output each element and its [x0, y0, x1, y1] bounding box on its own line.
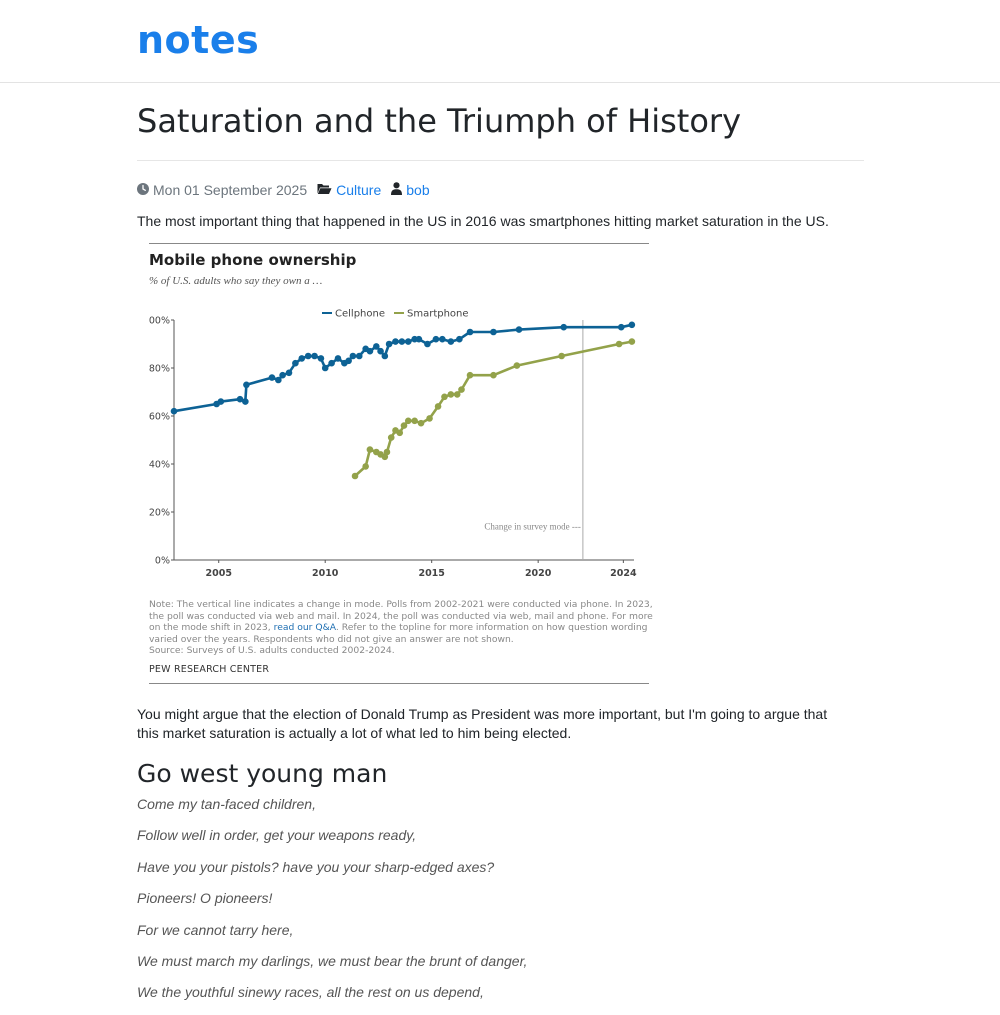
y-tick-label: 00% — [149, 315, 170, 327]
data-point-cellphone — [328, 360, 335, 367]
chart-subtitle: % of U.S. adults who say they own a … — [149, 275, 323, 287]
data-point-cellphone — [629, 322, 636, 329]
series-line-smartphone — [355, 342, 632, 476]
data-point-smartphone — [448, 391, 455, 398]
data-point-cellphone — [367, 348, 374, 355]
post-content — [137, 84, 864, 1015]
note-text: Note: The vertical line indicates a change in mode. Polls from 2002-2021 were conducted via phone. In 2023, the poll was conducted via web and mail. In 2024, the poll was conducted via web, mail and phone. For more on the mode shift in 2023, — [149, 599, 653, 633]
title-divider — [137, 160, 864, 161]
data-point-cellphone — [439, 336, 446, 343]
data-point-smartphone — [418, 420, 425, 427]
poem-line: Have you your pistols? have you your sharp-edged axes? — [137, 858, 495, 875]
section-heading: Go west young man — [137, 759, 388, 788]
poem-block — [137, 795, 864, 1002]
data-point-cellphone — [243, 382, 250, 389]
post-meta — [137, 181, 864, 199]
figure-bottom-rule — [149, 683, 649, 684]
clock-icon — [137, 182, 149, 198]
post-date: Mon 01 September 2025 — [153, 182, 308, 198]
data-point-cellphone — [405, 338, 412, 345]
data-point-smartphone — [441, 394, 448, 401]
data-point-cellphone — [322, 365, 329, 372]
y-tick-label: 80% — [149, 363, 170, 375]
category-link[interactable]: Culture — [336, 182, 382, 198]
x-tick-label: 2024 — [610, 568, 637, 579]
data-point-cellphone — [456, 336, 463, 343]
data-point-cellphone — [279, 372, 286, 379]
data-point-smartphone — [467, 372, 474, 379]
data-point-smartphone — [490, 372, 497, 379]
qa-link[interactable]: read our Q&A — [273, 622, 336, 633]
data-point-smartphone — [362, 463, 369, 470]
poem-line: For we cannot tarry here, — [137, 921, 294, 938]
second-paragraph: You might argue that the election of Donald Trump as President was more important, but I'm going to argue that this market saturation is actually a lot of what led to him being elected. — [137, 706, 828, 741]
data-point-smartphone — [352, 473, 359, 480]
data-point-cellphone — [171, 408, 178, 415]
data-point-smartphone — [384, 449, 391, 456]
data-point-cellphone — [292, 360, 299, 367]
data-point-cellphone — [392, 338, 399, 345]
figure-top-rule — [149, 243, 649, 244]
mode-change-annotation: Change in survey mode --- — [484, 521, 581, 532]
author-link[interactable]: bob — [406, 182, 430, 198]
data-point-cellphone — [350, 353, 357, 360]
x-tick-label: 2020 — [524, 568, 552, 579]
poem-line: Pioneers! O pioneers! — [137, 890, 273, 907]
data-point-smartphone — [396, 430, 403, 437]
legend-label: Cellphone — [335, 308, 385, 320]
data-point-cellphone — [318, 355, 325, 362]
data-point-cellphone — [242, 398, 249, 405]
x-tick-label: 2015 — [418, 568, 445, 579]
x-tick-label: 2005 — [205, 568, 232, 579]
data-point-cellphone — [433, 336, 440, 343]
data-point-smartphone — [426, 415, 433, 422]
poem-line: We must march my darlings, we must bear the brunt of danger, — [137, 952, 528, 969]
poem-line: We the youthful sinewy races, all the rest on us depend, — [137, 984, 484, 1001]
data-point-smartphone — [458, 386, 465, 393]
y-tick-label: 60% — [149, 411, 170, 423]
data-point-cellphone — [618, 324, 625, 331]
chart-title: Mobile phone ownership — [149, 251, 357, 269]
data-point-cellphone — [424, 341, 431, 348]
data-point-cellphone — [269, 374, 276, 381]
chart-note — [149, 599, 654, 657]
data-point-cellphone — [218, 398, 225, 405]
legend-label: Smartphone — [407, 308, 469, 320]
y-tick-label: 20% — [149, 507, 170, 519]
data-point-smartphone — [616, 341, 623, 348]
data-point-smartphone — [411, 418, 418, 425]
y-tick-label: 0% — [154, 555, 170, 567]
data-point-cellphone — [490, 329, 497, 336]
post-title: Saturation and the Triumph of History — [137, 102, 742, 140]
data-point-cellphone — [298, 355, 305, 362]
data-point-cellphone — [356, 353, 363, 360]
source-org: PEW RESEARCH CENTER — [149, 664, 270, 675]
folder-open-icon — [317, 182, 332, 198]
data-point-smartphone — [514, 362, 521, 369]
data-point-smartphone — [405, 418, 412, 425]
y-tick-label: 40% — [149, 459, 170, 471]
pew-figure — [149, 243, 653, 685]
data-point-cellphone — [386, 341, 393, 348]
top-navbar — [0, 0, 1000, 83]
note-text-2: . Refer to the topline for more information on how question wording varied over the years. Respondents who did not give an answer are not shown. — [149, 622, 648, 645]
data-point-cellphone — [516, 326, 523, 333]
poem-line: Follow well in order, get your weapons ready, — [137, 827, 417, 844]
data-point-cellphone — [335, 355, 342, 362]
data-point-smartphone — [558, 353, 565, 360]
data-point-smartphone — [629, 338, 636, 345]
data-point-cellphone — [560, 324, 567, 331]
x-tick-label: 2010 — [311, 568, 339, 579]
data-point-cellphone — [382, 353, 389, 360]
data-point-smartphone — [388, 434, 395, 441]
data-point-cellphone — [416, 336, 423, 343]
poem-line: Come my tan-faced children, — [137, 796, 316, 812]
user-icon — [391, 182, 402, 198]
data-point-cellphone — [467, 329, 474, 336]
chart-source: Source: Surveys of U.S. adults conducted 2002-2024. — [149, 645, 395, 656]
data-point-cellphone — [305, 353, 312, 360]
brand-link[interactable]: notes — [137, 18, 260, 62]
data-point-smartphone — [435, 403, 442, 410]
data-point-cellphone — [286, 370, 293, 377]
data-point-smartphone — [367, 446, 374, 453]
data-point-cellphone — [448, 338, 455, 345]
intro-paragraph: The most important thing that happened in the US in 2016 was smartphones hitting market saturation in the US. — [137, 213, 829, 229]
data-point-cellphone — [311, 353, 318, 360]
data-point-cellphone — [399, 338, 406, 345]
ownership-chart — [149, 303, 649, 593]
